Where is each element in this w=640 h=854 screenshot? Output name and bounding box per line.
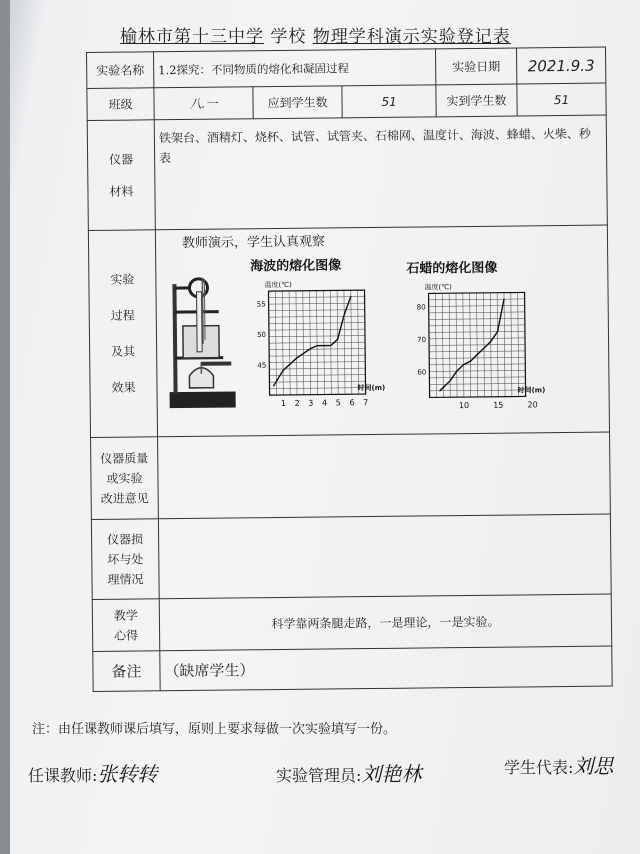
chart2-wax-melting (408, 276, 546, 425)
page-edge-shadow (0, 0, 10, 854)
title-subject: 物理学科演示实验登记表 (312, 27, 511, 47)
materials-value: 铁架台、酒精灯、烧杯、试管、试管夹、石棉网、温度计、海波、蜂蜡、火柴、秒表 (154, 115, 607, 230)
materials-label-line2: 材料 (109, 184, 134, 199)
chart2-xtick: 10 (458, 401, 470, 411)
reflection-label (92, 599, 160, 652)
student-signature (504, 750, 613, 779)
chart2-ytick: 60 (417, 368, 427, 377)
actual-students-value: 51 (517, 83, 606, 116)
reflection-value: 科学靠两条腿走路，一是理论，一是实验。 (159, 594, 612, 651)
student-name: 刘思 (573, 754, 614, 778)
teacher-label: 任课教师: (28, 766, 98, 785)
admin-signature (276, 758, 421, 787)
process-label-line1: 实验 (110, 272, 135, 287)
quality-value (158, 432, 611, 519)
remarks-value: （缺席学生） (160, 646, 612, 691)
chart1-grid (269, 290, 366, 395)
chart1-ylabel: 温度(℃) (264, 280, 292, 290)
damage-value (158, 514, 611, 599)
chart1-xtick: 2 (294, 398, 300, 408)
chart1-xtick: 3 (308, 398, 314, 408)
chart1-xtick: 7 (363, 398, 369, 408)
admin-name: 刘艳林 (361, 762, 422, 786)
expected-students-value: 51 (342, 85, 436, 118)
chart2-title: 石蜡的熔化图像 (406, 260, 498, 277)
teacher-name: 张转转 (97, 762, 158, 786)
experiment-register-table (86, 47, 613, 692)
chart1-ytick: 50 (257, 330, 267, 340)
damage-label-line2: 坏与处 (107, 551, 144, 567)
chart1-xtick: 4 (321, 398, 328, 408)
apparatus-illustration (160, 273, 245, 414)
chart1-xtick: 6 (349, 398, 355, 408)
damage-label-line3: 理情况 (107, 571, 144, 587)
process-label (88, 230, 157, 438)
admin-label: 实验管理员: (276, 766, 362, 785)
chart1-xlabel: 时间(m) (357, 383, 386, 393)
quality-label-line1: 仪器质量 (100, 450, 149, 466)
process-label-line3: 及其 (111, 344, 136, 359)
page-title (120, 22, 511, 47)
experiment-name-value: 1.2探究：不同物质的熔化和凝固过程 (154, 49, 436, 88)
remarks-label: 备注 (93, 651, 160, 692)
reflection-label-line2: 心得 (114, 627, 139, 643)
quality-label (91, 437, 159, 520)
experiment-name-label: 实验名称 (87, 52, 154, 89)
reflection-label-line1: 教学 (113, 607, 138, 623)
chart1-ytick: 45 (257, 361, 267, 370)
title-school: 榆林市第十三中学 (120, 27, 264, 47)
chart2-xtick: 15 (493, 400, 504, 410)
damage-label (91, 519, 159, 600)
title-school-suffix: 学校 (270, 27, 307, 47)
chart1-title: 海波的熔化图像 (250, 258, 342, 275)
process-label-line4: 效果 (111, 380, 136, 395)
chart2-ytick: 80 (416, 303, 426, 312)
chart1-xtick: 1 (280, 398, 286, 408)
teacher-signature (28, 758, 157, 787)
actual-students-label: 实到学生数 (436, 84, 517, 117)
quality-label-line3: 改进意见 (100, 490, 149, 506)
footer-note: 注：由任课教师课后填写，原则上要求每做一次实验填写一份。 (32, 722, 397, 737)
quality-label-line2: 或实验 (106, 470, 143, 486)
chart1-ytick: 55 (256, 300, 266, 309)
student-label: 学生代表: (504, 758, 574, 777)
chart1-xtick: 5 (335, 398, 341, 408)
chart2-ytick: 70 (417, 335, 427, 345)
process-label-line2: 过程 (110, 308, 135, 323)
class-label: 班级 (87, 88, 154, 121)
process-caption: 教师演示，学生认真观察 (181, 234, 326, 252)
chart2-xtick: 20 (527, 400, 538, 410)
materials-label (87, 120, 155, 231)
materials-label-line1: 仪器 (109, 152, 134, 167)
chart2-ylabel: 温度(℃) (424, 283, 452, 292)
process-cell (155, 225, 609, 437)
chart2-grid (429, 292, 526, 397)
expected-students-label: 应到学生数 (253, 86, 342, 119)
damage-label-line1: 仪器损 (107, 531, 144, 547)
class-value: 八.一 (154, 87, 253, 120)
experiment-date-label: 实验日期 (435, 48, 516, 85)
chart1-hypo-melting (248, 274, 386, 423)
experiment-date-value: 2021.9.3 (516, 47, 605, 84)
chart2-xlabel: 时间(m) (517, 386, 546, 395)
